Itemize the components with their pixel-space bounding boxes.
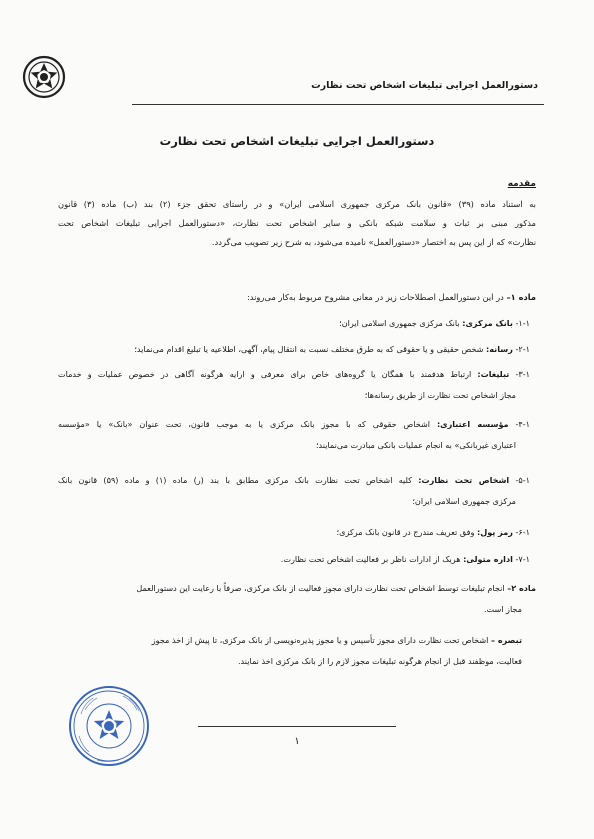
definition-item xyxy=(58,313,530,334)
header-title: دستورالعمل اجرایی تبلیغات اشخاص تحت نظارت xyxy=(311,80,538,91)
clause-number: ۵-۱- xyxy=(509,475,531,485)
central-bank-stamp-icon xyxy=(67,684,151,768)
central-bank-logo-icon xyxy=(22,55,66,99)
definition-item xyxy=(58,414,530,456)
note-text-cont: فعالیت، موظفند قبل از انجام هرگونه تبلیغات مجوز لازم را از بانک مرکزی اخذ نمایند. xyxy=(237,656,522,666)
definition-term: اشخاص تحت نظارت: xyxy=(418,475,510,485)
intro-heading: مقدمه xyxy=(507,179,536,189)
article-1-label: ماده ۱– xyxy=(506,292,536,302)
definition-text: شخص حقیقی و یا حقوقی که به طرق مختلف نسبت به انتقال پیام، آگهی، اطلاعیه یا تبلیغ اقدام می‌نماید؛ xyxy=(134,344,487,354)
article-1 xyxy=(247,292,536,302)
clause-number: ۷-۱- xyxy=(512,554,530,564)
page-number: ۱ xyxy=(294,736,300,747)
definition-item xyxy=(58,522,530,543)
clause-number: ۴-۱- xyxy=(508,419,530,429)
definition-item xyxy=(58,339,530,360)
intro-paragraph xyxy=(58,195,536,252)
header-divider xyxy=(132,104,544,105)
definition-item xyxy=(58,470,530,512)
note-text: اشخاص تحت نظارت دارای مجوز تأسیس و یا مجوز پذیره‌نویسی از بانک مرکزی، تا پیش از اخذ مجوز xyxy=(151,635,491,645)
definition-text-cont: مجاز اشخاص تحت نظارت از طریق رسانه‌ها؛ xyxy=(364,390,516,400)
article-2 xyxy=(58,578,536,620)
clause-number: ۳-۱- xyxy=(509,369,530,379)
clause-number: ۲-۱- xyxy=(512,344,530,354)
article-2-text: انجام تبلیغات توسط اشخاص تحت نظارت دارای مجوز فعالیت از بانک مرکزی، صرفاً با رعایت این دستورالعمل xyxy=(136,583,508,593)
definition-text-cont: اعتباری غیربانکی» به انجام عملیات بانکی مبادرت می‌نمایند؛ xyxy=(315,440,516,450)
definition-term: اداره متولی: xyxy=(463,554,513,564)
intro-line: نظارت» که از این پس به اختصار «دستورالعمل» نامیده می‌شود، به شرح زیر تصویب می‌گردد. xyxy=(211,237,536,247)
clause-number: ۱-۱- xyxy=(512,318,530,328)
definition-text-cont: مرکزی جمهوری اسلامی ایران؛ xyxy=(412,496,516,506)
note xyxy=(58,630,522,672)
definition-term: رسانه: xyxy=(486,344,513,354)
definition-term: بانک مرکزی: xyxy=(462,318,513,328)
article-2-text-cont: مجاز است. xyxy=(483,604,522,614)
definition-text: اشخاص حقوقی که با مجوز بانک مرکزی یا به موجب قانون، تحت عنوان «بانک» یا «مؤسسه xyxy=(58,419,437,429)
definition-text: بانک مرکزی جمهوری اسلامی ایران؛ xyxy=(339,318,463,328)
intro-line: به استناد ماده (۳۹) «قانون بانک مرکزی جمهوری اسلامی ایران» و در راستای تحقق جزء (۲) بند (ب) ماده (۳) قانون xyxy=(58,199,536,209)
definition-item xyxy=(58,364,530,406)
definition-term: تبلیغات: xyxy=(477,369,510,379)
definition-term: مؤسسه اعتباری: xyxy=(436,419,509,429)
clause-number: ۶-۱- xyxy=(512,527,530,537)
intro-line: مذکور مبنی بر ثبات و سلامت شبکه بانکی و سایر اشخاص تحت نظارت، «دستورالعمل اجرایی تبلیغات اشخاص تحت xyxy=(58,218,536,228)
article-1-text: در این دستورالعمل اصطلاحات زیر در معانی مشروح مربوط به‌کار می‌روند: xyxy=(246,292,507,302)
definition-text: کلیه اشخاص تحت نظارت بانک مرکزی مطابق با بند (ر) ماده (۱) و ماده (۵۹) قانون بانک xyxy=(58,475,419,485)
note-label: تبصره – xyxy=(491,635,522,645)
definition-item xyxy=(58,549,530,570)
document-title: دستورالعمل اجرایی تبلیغات اشخاص تحت نظارت xyxy=(159,134,435,148)
footer-divider xyxy=(198,726,396,727)
definition-text: وفق تعریف مندرج در قانون بانک مرکزی؛ xyxy=(336,527,477,537)
definition-text: هریک از ادارات ناظر بر فعالیت اشخاص تحت نظارت. xyxy=(280,554,464,564)
definition-term: رمز پول: xyxy=(476,527,513,537)
definition-text: ارتباط هدفمند با همگان یا گروه‌های خاص برای معرفی و ارایه هرگونه آگاهی در خصوص عملیات و خدمات xyxy=(58,369,478,379)
article-2-label: ماده ۲– xyxy=(507,583,536,593)
